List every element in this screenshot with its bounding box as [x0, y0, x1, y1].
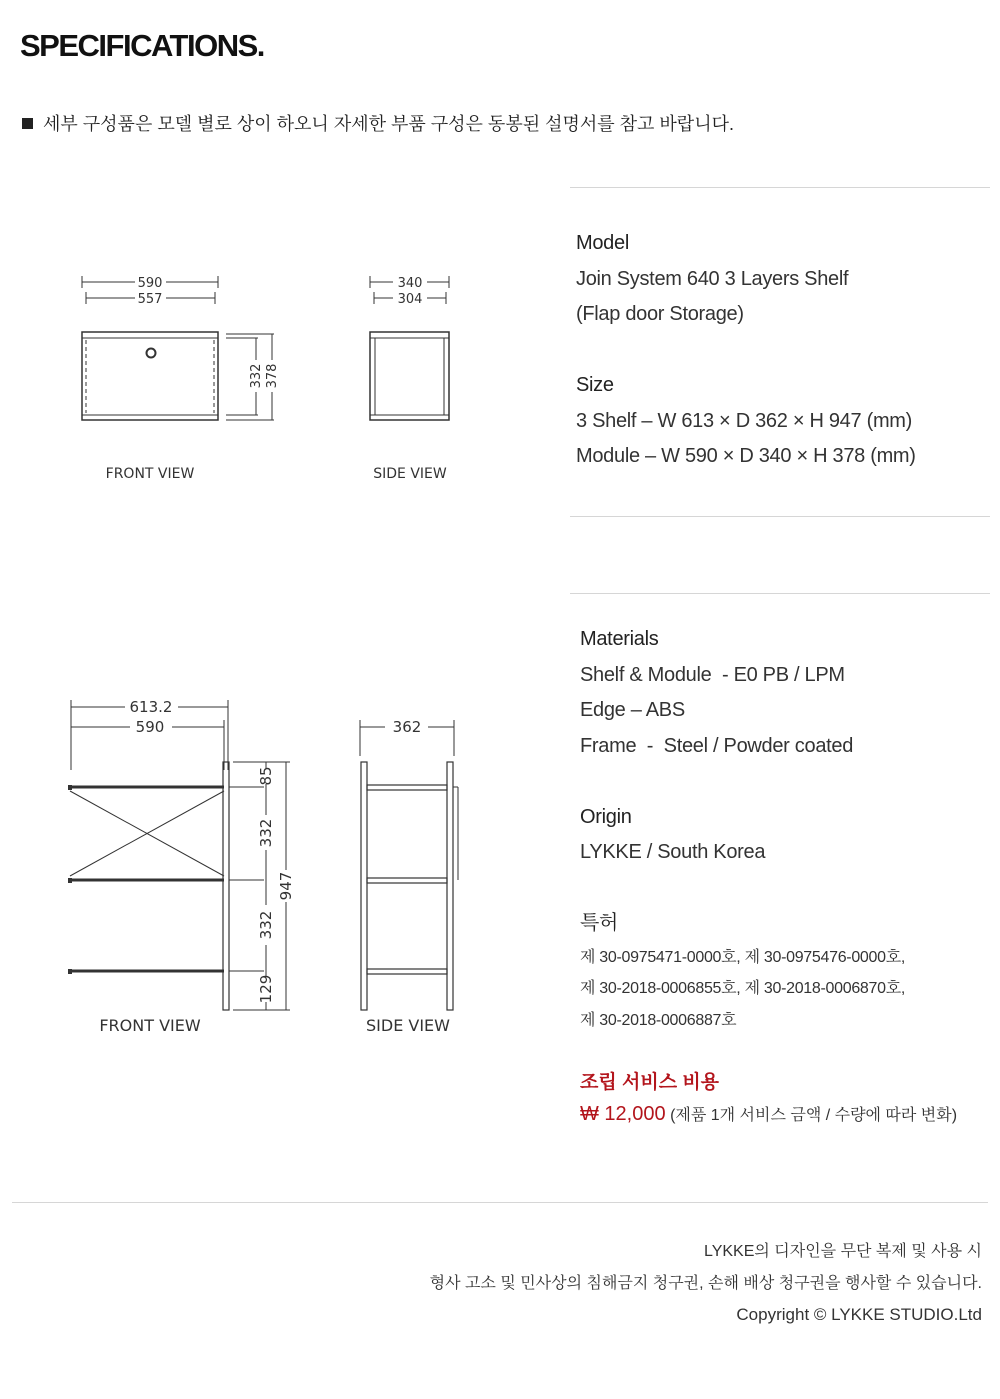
service-note: (제품 1개 서비스 금액 / 수량에 따라 변화): [670, 1107, 958, 1124]
shelf-side-view-label: SIDE VIEW: [366, 1016, 450, 1035]
notice: [22, 110, 734, 136]
service-price-row: [580, 1102, 957, 1126]
front-view-label: FRONT VIEW: [105, 466, 195, 482]
footer-line-2: 형사 고소 및 민사상의 침해금지 청구권, 손해 배상 청구권을 행사할 수 있습니다.: [429, 1274, 982, 1292]
shelf-front-view-label: FRONT VIEW: [99, 1016, 201, 1035]
shelf-front-dim-inner: 590: [135, 718, 165, 736]
patent-label: 특허: [580, 912, 619, 934]
footer-divider: [12, 1202, 988, 1203]
module-diagram: [0, 240, 560, 500]
patent-line-3: 제 30-2018-0006887호: [580, 1011, 737, 1029]
front-dim-outer: 590: [137, 276, 163, 291]
side-dim-inner: 304: [397, 292, 423, 307]
origin-value: LYKKE / South Korea: [580, 841, 766, 863]
materials-label: Materials: [580, 628, 659, 650]
size-label: Size: [576, 374, 614, 396]
material-shelf: Shelf & Module - E0 PB / LPM: [580, 663, 845, 686]
copyright: Copyright © LYKKE STUDIO.Ltd: [736, 1305, 982, 1324]
front-height-outer: 378: [265, 363, 280, 389]
side-view-label: SIDE VIEW: [373, 466, 447, 482]
model-sub: (Flap door Storage): [576, 303, 744, 325]
front-height-inner: 332: [249, 363, 264, 389]
service-price: ₩ 12,000: [580, 1103, 666, 1125]
shelf-seg-mid2: 332: [257, 910, 275, 940]
shelf-diagram: [0, 690, 560, 1050]
material-frame: Frame - Steel / Powder coated: [580, 734, 854, 757]
shelf-front-dim-outer: 613.2: [129, 698, 173, 716]
square-bullet-icon: [22, 118, 33, 129]
patent-line-1: 제 30-0975471-0000호, 제 30-0975476-0000호,: [580, 948, 906, 966]
size-module: Module – W 590 × D 340 × H 378 (mm): [576, 445, 916, 467]
side-dim-outer: 340: [397, 276, 423, 291]
footer-line-1: LYKKE의 디자인을 무단 복제 및 사용 시: [704, 1243, 982, 1260]
model-name: Join System 640 3 Layers Shelf: [576, 267, 849, 290]
patent-line-2: 제 30-2018-0006855호, 제 30-2018-0006870호,: [580, 980, 906, 997]
service-label: 조립 서비스 비용: [580, 1072, 720, 1093]
divider: [570, 516, 990, 517]
shelf-seg-top: 85: [257, 766, 275, 786]
origin-label: Origin: [580, 805, 632, 828]
spec-top: [576, 226, 916, 475]
size-shelf: 3 Shelf – W 613 × D 362 × H 947 (mm): [576, 409, 913, 432]
shelf-side-dim: 362: [392, 718, 422, 736]
model-label: Model: [576, 232, 629, 254]
footer: [430, 1236, 982, 1331]
front-dim-inner: 557: [137, 292, 163, 307]
spec-bottom: [580, 622, 905, 1036]
shelf-total-height: 947: [277, 871, 295, 901]
page-title: SPECIFICATIONS.: [20, 28, 264, 63]
shelf-seg-mid1: 332: [257, 818, 275, 848]
divider: [570, 187, 990, 188]
divider: [570, 593, 990, 594]
material-edge: Edge – ABS: [580, 699, 685, 721]
notice-text: 세부 구성품은 모델 별로 상이 하오니 자세한 부품 구성은 동봉된 설명서를 참고 바랍니다.: [43, 114, 734, 134]
shelf-seg-bottom: 129: [257, 974, 275, 1004]
